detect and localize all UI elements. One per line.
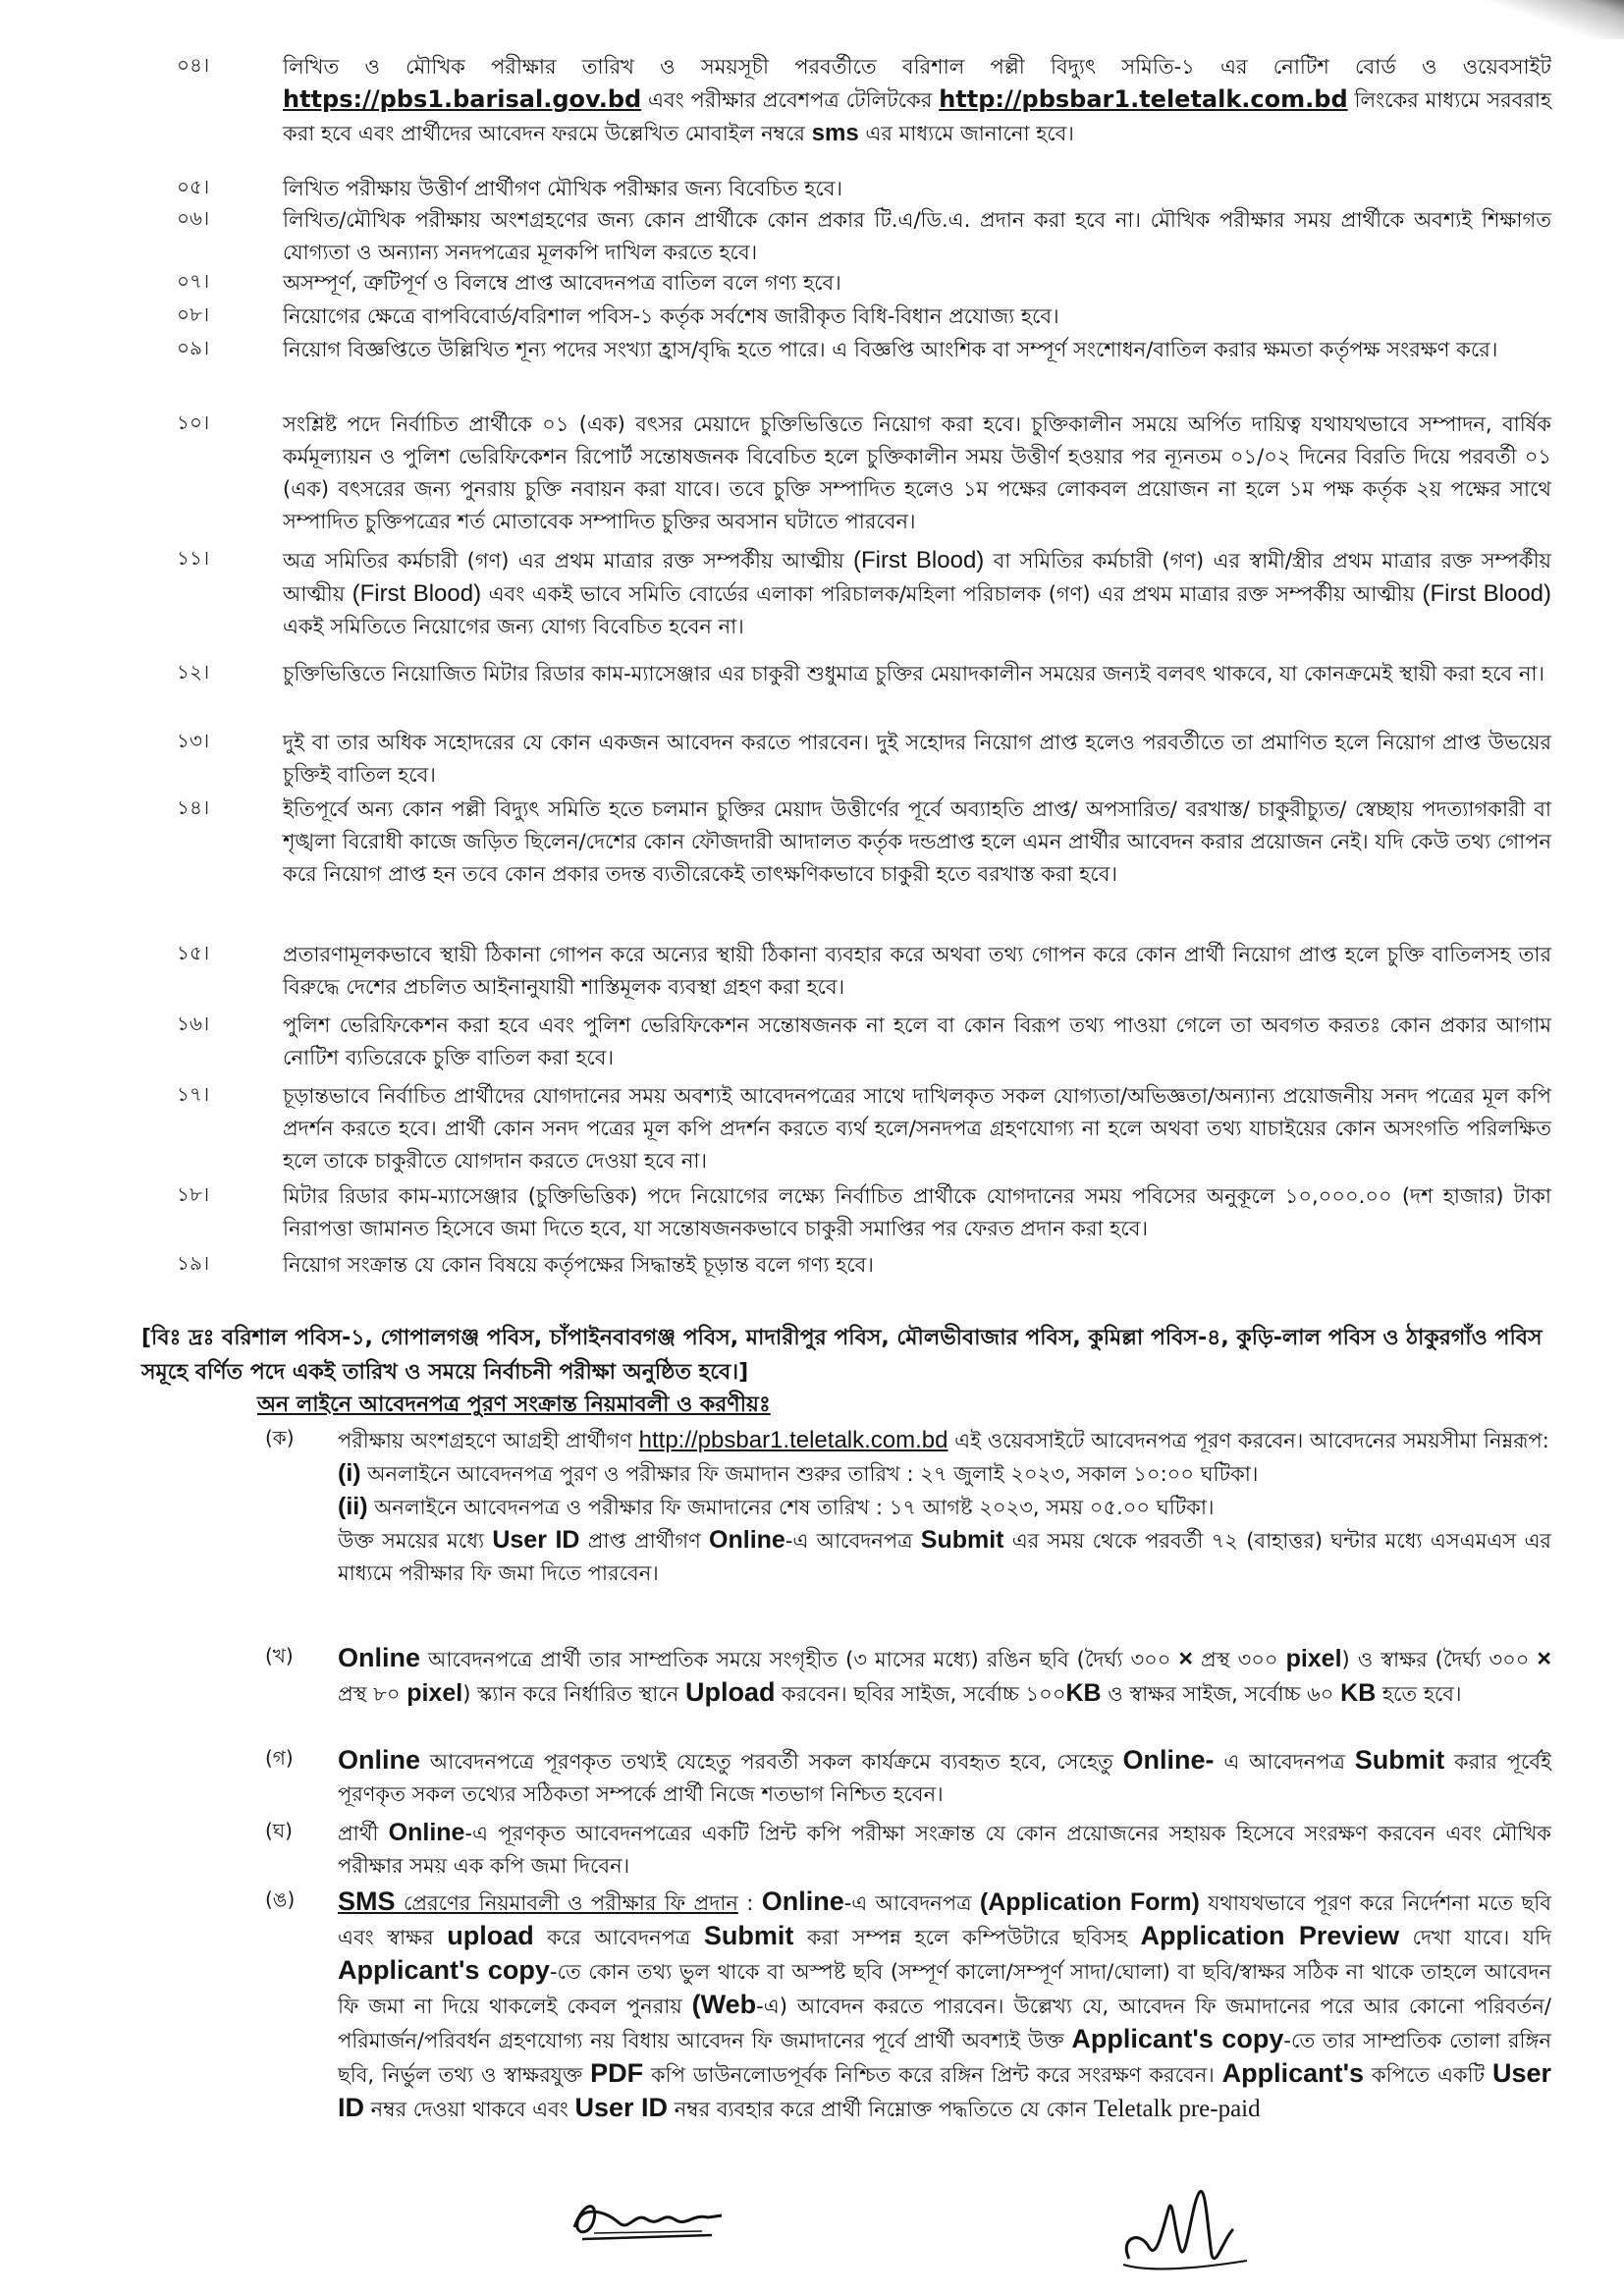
text-run: SMS xyxy=(338,1886,396,1916)
text-run: -তে কোন তথ্য ভুল থাকে বা অস্পষ্ট ছবি (সম্পূর্ণ কালো/সম্পূর্ণ সাদা/ঘোলা) বা ছবি/স্বাক্ষর সঠিক না থাকে তাহলে আবেদন ফি জমা না দিয়ে থাকলেই কেবল পুনরায় xyxy=(338,1960,1551,2018)
text-run: অসম্পূর্ণ, ত্রুটিপূর্ণ ও বিলম্বে প্রাপ্ত আবেদনপত্র বাতিল বলে গণ্য হবে। xyxy=(283,271,841,295)
text-run: কপিতে একটি xyxy=(1364,2063,1492,2087)
text-run: pixel xyxy=(1285,1645,1342,1672)
text-run: ) ও স্বাক্ষর (দৈর্ঘ্য ৩০০ xyxy=(1341,1648,1538,1671)
text-run: এবং একই ভাবে সমিতি বোর্ডের এলাকা পরিচালক/মহিলা পরিচালক (গণ) এর প্রথম মাত্রার রক্ত সম্পর্কীয় আত্মীয় xyxy=(481,582,1423,606)
text-run: আবেদনপত্রে পূরণকৃত তথ্যই যেহেতু পরবর্তী সকল কার্যক্রমে ব্যবহৃত হবে, সেহেতু xyxy=(420,1750,1123,1774)
rule-text xyxy=(283,1010,1551,1074)
online-item-mark: (ক) xyxy=(265,1426,295,1449)
text-run: উক্ত সময়ের মধ্যে xyxy=(338,1529,493,1553)
rule-text xyxy=(283,334,1551,366)
rule-number: ১৪। xyxy=(177,795,210,819)
text-run: (First Blood) xyxy=(853,547,985,574)
text-run: Applicant's xyxy=(1221,2058,1365,2088)
text-run: দুই বা তার অধিক সহোদরের যে কোন একজন আবেদন করতে পারবেন। দুই সহোদর নিয়োগ প্রাপ্ত হলেও পরবর্তীতে তা প্রমাণিত হলে নিয়োগ প্রাপ্ত উভয়ের চুক্তিই বাতিল হবে। xyxy=(283,731,1551,787)
text-run: চূড়ান্তভাবে নির্বাচিত প্রার্থীদের যোগদানের সময় অবশ্যই আবেদনপত্রের সাথে দাখিলকৃত সকল যোগ্যতা/অভিজ্ঞতা/অন্যান্য প্রয়োজনীয় সনদ পত্রের মূল কপি প্রদর্শন করতে হবে। প্রার্থী কোন সনদ পত্রের মূল কপি প্রদর্শন করতে ব্যর্থ হলে/সনদপত্র গ্রহণযোগ্য না হলে অথবা তথ্য যাচাইয়ের কোন অসংগতি পরিলক্ষিত হলে তাকে চাকুরীতে যোগদান করতে দেওয়া হবে না। xyxy=(283,1084,1551,1173)
text-run: Applicant's copy xyxy=(338,1955,550,1985)
text-run: লিখিত পরীক্ষায় উত্তীর্ণ প্রার্থীগণ মৌখিক পরীক্ষার জন্য বিবেচিত হবে। xyxy=(283,177,842,200)
signature-right xyxy=(1110,2170,1257,2278)
text-run: × xyxy=(1537,1645,1551,1672)
text-run: নিয়োগের ক্ষেত্রে বাপবিবোর্ড/বরিশাল পবিস-১ কর্তৃক সর্বশেষ জারীকৃত বিধি-বিধান প্রযোজ্য হবে। xyxy=(283,304,1059,328)
text-run: Teletalk pre-paid xyxy=(1093,2096,1261,2122)
rule-number: ১৮। xyxy=(177,1182,210,1206)
online-item-text xyxy=(338,1642,1551,1711)
text-run: করার পূর্বেই পূরণকৃত সকল তথ্যের সঠিকতা সম্পর্কে প্রার্থী নিজে শতভাগ নিশ্চিত হবেন। xyxy=(338,1750,1552,1806)
rule-text xyxy=(283,301,1551,333)
text-run: এ আবেদনপত্র xyxy=(1214,1750,1355,1774)
text-run: এবং পরীক্ষার প্রবেশপত্র টেলিটকের xyxy=(641,88,940,112)
rule-number: ১৯। xyxy=(177,1251,210,1275)
online-item-text xyxy=(338,1817,1551,1883)
text-run: Online xyxy=(709,1526,785,1554)
rule-text xyxy=(283,939,1551,1004)
text-run: Online xyxy=(388,1819,465,1846)
text-run: প্রস্থ ৩০০ xyxy=(1193,1648,1286,1671)
text-run: -এ পূরণকৃত আবেদনপত্রের একটি প্রিন্ট কপি পরীক্ষা সংক্রান্ত যে কোন প্রয়োজনের সহায়ক হিসেবে সংরক্ষণ করবেন এবং মৌখিক পরীক্ষার সময় এক কপি জমা দিবেন। xyxy=(338,1822,1551,1878)
rule-text xyxy=(283,544,1551,643)
text-run: -এ আবেদনপত্র xyxy=(843,1891,980,1915)
text-run: প্রেরণের নিয়মাবলী ও পরীক্ষার ফি প্রদান xyxy=(395,1891,738,1915)
rule-number: ০৯। xyxy=(177,336,210,359)
text-run: করা সম্পন্ন হলে কম্পিউটারে ছবিসহ xyxy=(793,1926,1141,1949)
text-run: এই ওয়েবসাইটে আবেদনপত্র পূরণ করবেন। আবেদনের সময়সীমা নিম্নরূপ: xyxy=(947,1429,1549,1452)
text-run: Online xyxy=(761,1886,844,1916)
text-run: (i) xyxy=(338,1459,361,1487)
text-run: https://pbs1.barisal.gov.bd xyxy=(283,85,642,113)
rule-text xyxy=(283,173,1551,205)
rule-number: ০৬। xyxy=(177,206,210,230)
text-run: PDF xyxy=(590,2058,644,2088)
text-run: অনলাইনে আবেদনপত্র ও পরীক্ষার ফি জমাদানের শেষ তারিখ : ১৭ আগষ্ট ২০২৩, সময় ০৫.০০ ঘটিকা। xyxy=(367,1496,1215,1519)
text-run: লিখিত ও মৌখিক পরীক্ষার তারিখ ও সময়সূচী পরবর্তীতে বরিশাল পল্লী বিদ্যুৎ সমিতি-১ এর নোটিশ বোর্ড ও ওয়েবসাইট xyxy=(283,55,1551,79)
rule-number: ১৭। xyxy=(177,1082,210,1106)
text-run: পরীক্ষায় অংশগ্রহণে আগ্রহী প্রার্থীগণ xyxy=(338,1429,639,1452)
rule-number: ০৮। xyxy=(177,302,210,326)
text-run: KB xyxy=(1065,1679,1102,1707)
text-run: ) স্ক্যান করে নির্ধারিত স্থানে xyxy=(462,1682,685,1706)
text-run: এর মাধ্যমে জানানো হবে। xyxy=(858,122,1074,145)
rule-number: ১৬। xyxy=(177,1011,210,1035)
online-rules-heading: অন লাইনে আবেদনপত্র পুরণ সংক্রান্ত নিয়মাবলী ও করণীয়ঃ xyxy=(257,1393,771,1417)
text-run: × xyxy=(1178,1645,1194,1672)
rule-text xyxy=(283,1249,1551,1282)
text-run: হতে হবে। xyxy=(1376,1682,1462,1706)
rule-text xyxy=(283,267,1551,300)
rule-number: ১২। xyxy=(177,660,210,683)
text-run: (First Blood) xyxy=(1422,580,1552,607)
text-run: Applicant's copy xyxy=(1071,2024,1284,2053)
text-run: লিংকের মাধ্যমে সরবরাহ করা হবে এবং প্রার্থীদের আবেদন ফরমে উল্লেখিত মোবাইল নম্বরে xyxy=(283,88,1551,145)
text-run: নম্বর ব্যবহার করে প্রার্থী নিম্নোক্ত পদ্ধতিতে যে কোন xyxy=(668,2098,1094,2121)
text-run: দেখা যাবে। যদি xyxy=(1398,1926,1551,1949)
text-run: নম্বর দেওয়া থাকবে এবং xyxy=(364,2098,575,2121)
text-run: Online xyxy=(338,1745,421,1775)
text-run: Online xyxy=(338,1643,421,1672)
text-run: -এ আবেদনপত্র xyxy=(785,1529,921,1553)
text-run: (ii) xyxy=(338,1493,368,1520)
text-run: আবেদনপত্রে প্রার্থী তার সাম্প্রতিক সময়ে সংগৃহীত (৩ মাসের মধ্যে) রঙিন ছবি (দৈর্ঘ্য ৩০০ xyxy=(420,1648,1179,1671)
text-run: (Web xyxy=(691,1990,757,2019)
rule-number: ০৫। xyxy=(177,175,210,198)
text-run: : xyxy=(737,1891,762,1915)
text-run: যথাযথভাবে পূরণ করে নির্দেশনা মতে ছবি এবং স্বাক্ষর xyxy=(338,1891,1551,1949)
text-run: লিখিত/মৌখিক পরীক্ষায় অংশগ্রহণের জন্য কোন প্রার্থীকে কোন প্রকার টি.এ/ডি.এ. প্রদান করা হবে না। মৌখিক পরীক্ষার সময় প্রার্থীকে অবশ্যই শিক্ষাগত যোগ্যতা ও অন্যান্য সনদপত্রের মূলকপি দাখিল করতে হবে। xyxy=(283,208,1551,264)
text-run: http://pbsbar1.teletalk.com.bd xyxy=(638,1427,948,1453)
signature-left xyxy=(565,2190,731,2249)
rule-text xyxy=(283,51,1551,150)
text-run: এর সময় থেকে পরবর্তী ৭২ (বাহাত্তর) ঘন্টার মধ্যে এসএমএস এর মাধ্যমে পরীক্ষার ফি জমা দিতে পারবেন। xyxy=(338,1529,1551,1585)
rule-text xyxy=(283,1080,1551,1177)
text-run: -এ) আবেদন করতে পারবেন। উল্লেখ্য যে, আবেদন ফি জমাদানের পরে আর কোনো পরিবর্তন/পরিমার্জন/পরিবর্ধন গ্রহণযোগ্য নয় বিধায় আবেদন ফি জমাদানের পূর্বে প্রার্থী অবশ্যই উক্ত xyxy=(338,1995,1552,2052)
online-item-text xyxy=(338,1744,1551,1811)
text-run: Submit xyxy=(1354,1745,1445,1775)
scan-corner-shadow xyxy=(1477,0,1624,39)
text-run: -তে তার সাম্প্রতিক তোলা রঙ্গিন ছবি, নির্ভুল তথ্য ও স্বাক্ষরযুক্ত xyxy=(338,2029,1551,2087)
text-run: User ID xyxy=(492,1526,580,1554)
rule-text xyxy=(283,793,1551,891)
text-run: (Application Form) xyxy=(979,1888,1200,1916)
rule-text xyxy=(283,204,1551,269)
text-run: প্রতারণামূলকভাবে স্থায়ী ঠিকানা গোপন করে অন্যের স্থায়ী ঠিকানা ব্যবহার করে অথবা তথ্য গোপন করে কোন প্রার্থী নিয়োগ প্রাপ্ত হলে চুক্তি বাতিলসহ তার বিরুদ্ধে দেশের প্রচলিত আইনানুযায়ী শাস্তিমূলক ব্যবস্থা গ্রহণ করা হবে। xyxy=(283,943,1551,999)
text-run: Online- xyxy=(1122,1745,1215,1775)
text-run: upload xyxy=(447,1921,534,1950)
text-run: অত্র সমিতির কর্মচারী (গণ) এর প্রথম মাত্রার রক্ত সম্পর্কীয় আত্মীয় xyxy=(283,549,854,573)
online-item-mark: (গ) xyxy=(265,1746,294,1770)
text-run: KB xyxy=(1340,1679,1377,1707)
text-run: sms xyxy=(811,120,859,146)
text-run: ইতিপূর্বে অন্য কোন পল্লী বিদ্যুৎ সমিতি হতে চলমান চুক্তির মেয়াদ উত্তীর্ণের পূর্বে অব্যাহতি প্রাপ্ত/ অপসারিত/ বরখাস্ত/ চাকুরীচ্যুত/ স্বেচ্ছায় পদত্যাগকারী বা শৃঙ্খলা বিরোধী কাজে জড়িত ছিলেন/দেশের কোন ফৌজদারী আদালত কর্তৃক দন্ডপ্রাপ্ত হলে এমন প্রার্থীর আবেদন করার প্রয়োজন নেই। যদি কেউ তথ্য গোপন করে নিয়োগ প্রাপ্ত হন তবে কোন প্রকার তদন্ত ব্যতীরেকেই তাৎক্ষণিকভাবে চাকুরী হতে বরখাস্ত করা হবে। xyxy=(283,797,1551,886)
online-item-mark: (ঘ) xyxy=(265,1819,293,1842)
online-item-mark: (খ) xyxy=(265,1644,294,1667)
online-item-mark: (ঙ) xyxy=(265,1887,296,1911)
text-run: Submit xyxy=(920,1526,1004,1554)
text-run: (First Blood) xyxy=(352,580,482,607)
online-item-text xyxy=(338,1424,1551,1590)
rule-number: ০৭। xyxy=(177,269,210,293)
text-run: করবেন। ছবির সাইজ, সর্বোচ্চ ১০০ xyxy=(775,1682,1066,1706)
special-note: [বিঃ দ্রঃ বরিশাল পবিস-১, গোপালগঞ্জ পবিস, চাঁপাইনবাবগঞ্জ পবিস, মাদারীপুর পবিস, মৌলভীবাজার পবিস, কুমিল্লা পবিস-৪, কুড়ি-লাল পবিস ও ঠাকুরগাঁও পবিস সমূহে বর্ণিত পদে একই তারিখ ও সময়ে নির্বাচনী পরীক্ষা অনুষ্ঠিত হবে।] xyxy=(141,1326,1543,1385)
text-run: User ID xyxy=(338,2058,1551,2122)
text-run: করে আবেদনপত্র xyxy=(533,1926,704,1949)
text-run: নিয়োগ সংক্রান্ত যে কোন বিষয়ে কর্তৃপক্ষের সিদ্ধান্তই চূড়ান্ত বলে গণ্য হবে। xyxy=(283,1253,874,1277)
text-run: বা সমিতির কর্মচারী (গণ) এর স্বামী/স্ত্রীর প্রথম মাত্রার রক্ত সম্পর্কীয় আত্মীয় xyxy=(283,549,1551,606)
text-run: pixel xyxy=(406,1679,463,1707)
rule-text xyxy=(283,658,1551,690)
text-run: Upload xyxy=(684,1677,776,1707)
text-run: নিয়োগ বিজ্ঞপ্তিতে উল্লিখিত শূন্য পদের সংখ্যা হ্রাস/বৃদ্ধি হতে পারে। এ বিজ্ঞপ্তি আংশিক বা সম্পূর্ণ সংশোধন/বাতিল করার ক্ষমতা কর্তৃপক্ষ সংরক্ষণ করে। xyxy=(283,338,1498,361)
rule-text xyxy=(283,727,1551,792)
text-run: প্রার্থী xyxy=(338,1822,389,1845)
rule-number: ০৪। xyxy=(177,53,210,77)
text-run: Application Preview xyxy=(1140,1921,1399,1950)
text-run: অনলাইনে আবেদনপত্র পুরণ ও পরীক্ষার ফি জমাদান শুরুর তারিখ : ২৭ জুলাই ২০২৩, সকাল ১০:০০ ঘটিকা। xyxy=(360,1462,1259,1486)
rule-number: ১০। xyxy=(177,410,210,434)
text-run: Submit xyxy=(703,1921,794,1950)
text-run: একই সমিতিতে নিয়োগের জন্য যোগ্য বিবেচিত হবেন না। xyxy=(283,615,744,638)
rule-text xyxy=(283,409,1551,538)
text-run: প্রাপ্ত প্রার্থীগণ xyxy=(579,1529,710,1553)
text-run: ও স্বাক্ষর সাইজ, সর্বোচ্চ ৬০ xyxy=(1101,1682,1341,1706)
text-run: পুলিশ ভেরিফিকেশন করা হবে এবং পুলিশ ভেরিফিকেশন সন্তোষজনক না হলে বা কোন বিরূপ তথ্য পাওয়া গেলে তা অবগত করতঃ কোন প্রকার আগাম নোটিশ ব্যতিরেকে চুক্তি বাতিল করা হবে। xyxy=(283,1013,1551,1069)
text-run: মিটার রিডার কাম-ম্যাসেঞ্জার (চুক্তিভিত্তিক) পদে নিয়োগের লক্ষ্যে নির্বাচিত প্রার্থীকে যোগদানের সময় পবিসের অনুকূলে ১০,০০০.০০ (দশ হাজার) টাকা নিরাপত্তা জামানত হিসেবে জমা দিতে হবে, যা সন্তোষজনকভাবে চাকুরী সমাপ্তির পর ফেরত প্রদান করা হবে। xyxy=(283,1184,1551,1240)
text-run: প্রস্থ ৮০ xyxy=(338,1682,407,1706)
text-run: সংশ্লিষ্ট পদে নির্বাচিত প্রার্থীকে ০১ (এক) বৎসর মেয়াদে চুক্তিভিত্তিতে নিয়োগ করা হবে। চুক্তিকালীন সময়ে অর্পিত দায়িত্ব যথাযথভাবে সম্পাদন, বার্ষিক কর্মমূল্যায়ন ও পুলিশ ভেরিফিকেশন রিপোর্ট সন্তোষজনক বিবেচিত হলে চুক্তিকালীন সময় উত্তীর্ণ হওয়ার পর ন্যূনতম ০১/০২ দিনের বিরতি দিয়ে পরবর্তী ০১ (এক) বৎসরের জন্য পুনরায় চুক্তি নবায়ন করা যাবে। তবে চুক্তি সম্পাদিত হলেও ১ম পক্ষের লোকবল প্রয়োজন না হলে ১ম পক্ষ কর্তৃক ২য় পক্ষের সাথে সম্পাদিত চুক্তিপত্রের শর্ত মোতাবেক সম্পাদিত চুক্তির অবসান ঘটাতে পারবেন। xyxy=(283,412,1551,533)
text-run: কপি ডাউনলোডপূর্বক নিশ্চিত করে রঙ্গিন প্রিন্ট করে সংরক্ষণ করবেন। xyxy=(643,2063,1222,2087)
rule-number: ১১। xyxy=(177,546,210,570)
text-run: চুক্তিভিত্তিতে নিয়োজিত মিটার রিডার কাম-ম্যাসেঞ্জার এর চাকুরী শুধুমাত্র চুক্তির মেয়াদকালীন সময়ের জন্যই বলবৎ থাকবে, যা কোনক্রমেই স্থায়ী করা হবে না। xyxy=(283,662,1545,685)
online-item-text xyxy=(338,1886,1551,2126)
rule-number: ১৫। xyxy=(177,941,210,964)
text-run: User ID xyxy=(574,2093,669,2122)
rule-text xyxy=(283,1180,1551,1245)
rule-number: ১৩। xyxy=(177,729,210,752)
text-run: http://pbsbar1.teletalk.com.bd xyxy=(939,85,1348,113)
